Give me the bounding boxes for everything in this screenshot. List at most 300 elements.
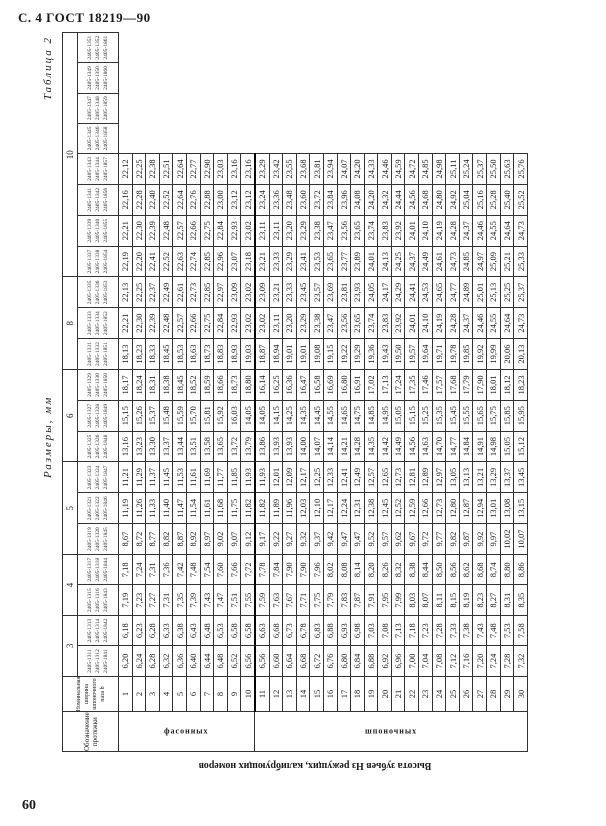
table-row [459,33,473,752]
width-cell: 29 [500,676,514,712]
value-cell: 20,13 [514,339,528,370]
value-cell: 8,56 [446,555,460,585]
value-cell: 11,69 [200,462,214,493]
value-cell: 22,12 [119,154,133,185]
value-cell: 9,72 [419,524,433,555]
value-cell: 24,80 [432,184,446,215]
value-cell: 24,65 [432,277,446,308]
value-cell: 17,35 [405,369,419,400]
value-cell: 14,85 [364,400,378,431]
value-cell: 8,77 [146,524,160,555]
table-row [487,33,501,752]
value-cell: 6,96 [391,646,405,676]
value-cell: 23,41 [296,246,310,277]
value-cell: 7,35 [173,585,187,615]
value-cell: 24,32 [378,184,392,215]
value-cell: 11,68 [214,493,228,524]
value-cell: 18,93 [227,339,241,370]
value-cell: 14,91 [473,431,487,462]
value-cell: 7,18 [119,555,133,585]
broach-code-header: 2405-1311 2405-1312 2405-1841 [78,646,119,676]
value-cell: 6,44 [200,646,214,676]
value-cell: 22,40 [146,184,160,215]
value-cell: 19,03 [241,339,255,370]
value-cell: 23,11 [269,308,283,339]
value-cell: 16,80 [337,369,351,400]
value-cell: 8,19 [459,585,473,615]
value-cell: 23,55 [283,154,297,185]
value-cell: 6,58 [227,615,241,645]
value-cell: 12,66 [419,493,433,524]
value-cell: 25,28 [487,184,501,215]
value-cell: 15,75 [487,400,501,431]
value-cell: 10,02 [500,524,514,555]
table-row [391,33,405,752]
value-cell: 7,47 [214,585,228,615]
value-cell: 6,58 [241,615,255,645]
value-cell: 24,28 [446,215,460,246]
value-cell: 11,96 [283,493,297,524]
value-cell: 18,23 [132,339,146,370]
value-cell: 24,25 [391,246,405,277]
page-number: 60 [22,798,36,813]
value-cell: 22,16 [119,184,133,215]
value-cell: 6,83 [310,615,324,645]
value-cell: 7,75 [310,585,324,615]
value-cell: 22,25 [132,277,146,308]
value-cell: 23,09 [255,277,269,308]
value-cell: 9,37 [310,524,324,555]
value-cell: 22,41 [146,246,160,277]
value-cell: 14,56 [405,431,419,462]
value-cell: 23,42 [269,154,283,185]
broach-code-header: 2405-1325 2405-1326 2405-1848 [78,431,119,462]
value-cell: 16,91 [351,369,365,400]
value-cell: 9,07 [227,524,241,555]
value-cell: 12,31 [351,493,365,524]
value-cell: 22,52 [159,184,173,215]
value-cell: 6,80 [337,646,351,676]
size-group-header: 8 [63,277,78,370]
value-cell: 23,65 [351,308,365,339]
value-cell: 14,77 [446,431,460,462]
value-cell: 6,18 [119,615,133,645]
width-cell: 26 [459,676,473,712]
value-cell: 25,25 [500,277,514,308]
broach-code-header: 2405-1335 2405-1336 2405-1853 [78,277,119,308]
value-cell: 16,58 [310,369,324,400]
value-cell: 18,38 [159,369,173,400]
table-row [310,33,324,752]
width-cell: 14 [296,676,310,712]
value-cell: 8,80 [500,555,514,585]
value-cell: 14,28 [351,431,365,462]
value-cell: 13,58 [200,431,214,462]
table-row [283,33,297,752]
value-cell: 18,83 [214,339,228,370]
width-cell: 17 [337,676,351,712]
value-cell: 24,37 [459,308,473,339]
broach-code-header: 2405-1327 2405-1328 2405-1849 [78,400,119,431]
value-cell: 8,26 [378,555,392,585]
value-cell: 23,77 [337,246,351,277]
value-cell: 6,40 [186,646,200,676]
table-row [173,33,187,752]
value-cell: 18,63 [186,339,200,370]
value-cell: 22,19 [119,246,133,277]
value-cell: 7,23 [419,615,433,645]
table-row [432,33,446,752]
value-cell: 14,00 [296,431,310,462]
value-cell: 22,39 [146,215,160,246]
value-cell: 23,16 [227,154,241,185]
value-cell: 11,89 [269,493,283,524]
value-cell: 23,18 [241,246,255,277]
value-cell: 8,31 [500,585,514,615]
value-cell: 7,53 [500,615,514,645]
value-cell: 24,13 [378,246,392,277]
value-cell: 22,90 [200,154,214,185]
value-cell: 24,73 [446,246,460,277]
value-cell: 24,28 [446,308,460,339]
value-cell: 24,92 [446,184,460,215]
size-group-header: 4 [63,555,78,616]
value-cell: 24,17 [378,277,392,308]
value-cell: 7,72 [241,555,255,585]
value-cell: 13,21 [473,462,487,493]
table-row [255,33,269,752]
value-cell: 23,11 [255,215,269,246]
value-cell: 8,74 [487,555,501,585]
value-cell: 24,85 [419,154,433,185]
value-cell: 23,24 [255,184,269,215]
size-group-header: 5 [63,462,78,555]
value-cell: 23,36 [269,184,283,215]
value-cell: 23,45 [296,277,310,308]
value-cell: 19,29 [351,339,365,370]
value-cell: 24,73 [514,308,528,339]
broach-code-header: 2405-1317 2405-1318 2405-1844 [78,555,119,585]
profile-label: шпоночных [255,712,527,752]
value-cell: 14,21 [337,431,351,462]
value-cell: 22,85 [200,277,214,308]
value-cell: 14,70 [432,431,446,462]
value-cell: 16,14 [255,369,269,400]
value-cell: 7,08 [378,615,392,645]
value-cell: 23,02 [255,308,269,339]
width-cell: 18 [351,676,365,712]
value-cell: 23,57 [310,277,324,308]
value-cell: 12,10 [310,493,324,524]
value-cell: 14,98 [487,431,501,462]
table-row [378,33,392,752]
table-caption: Таблица 2 [42,36,54,101]
value-cell: 8,07 [419,585,433,615]
value-cell: 24,72 [405,154,419,185]
value-cell: 16,47 [296,369,310,400]
value-cell: 23,11 [269,215,283,246]
value-cell: 6,56 [255,646,269,676]
value-cell: 9,92 [473,524,487,555]
value-cell: 22,77 [186,154,200,185]
value-cell: 25,76 [514,154,528,185]
value-cell: 11,93 [241,462,255,493]
value-cell: 24,61 [432,246,446,277]
value-cell: 23,33 [283,277,297,308]
value-cell: 23,29 [296,215,310,246]
table-row [500,33,514,752]
size-group-header: 6 [63,369,78,462]
value-cell: 7,33 [446,615,460,645]
value-cell: 13,37 [500,462,514,493]
value-cell: 9,42 [323,524,337,555]
value-cell: 23,84 [323,184,337,215]
value-cell: 13,30 [146,431,160,462]
value-cell: 22,20 [132,246,146,277]
value-cell: 11,82 [241,493,255,524]
value-cell: 8,82 [159,524,173,555]
value-cell: 11,82 [255,493,269,524]
value-cell: 17,57 [432,369,446,400]
value-cell: 24,44 [391,184,405,215]
value-cell: 13,37 [159,431,173,462]
value-cell: 23,03 [214,154,228,185]
size-group-header: 3 [63,615,78,676]
value-cell: 13,45 [514,462,528,493]
value-cell: 6,73 [283,615,297,645]
value-cell: 15,48 [159,400,173,431]
value-cell: 12,57 [364,462,378,493]
value-cell: 7,27 [146,585,160,615]
value-cell: 13,15 [514,493,528,524]
value-cell: 12,09 [283,462,297,493]
value-cell: 11,93 [255,462,269,493]
value-cell: 24,64 [500,308,514,339]
value-cell: 25,33 [514,246,528,277]
value-cell: 7,03 [364,615,378,645]
value-cell: 6,56 [241,646,255,676]
value-cell: 23,21 [269,277,283,308]
value-cell: 7,38 [459,615,473,645]
value-cell: 24,59 [391,154,405,185]
value-cell: 23,74 [364,308,378,339]
value-cell: 6,98 [351,615,365,645]
width-cell: 6 [186,676,200,712]
value-cell: 12,73 [432,493,446,524]
value-cell: 7,59 [255,585,269,615]
value-cell: 7,04 [419,646,433,676]
value-cell: 18,59 [200,369,214,400]
value-cell: 11,85 [227,462,241,493]
width-cell: 27 [473,676,487,712]
table-row [146,33,160,752]
value-cell: 7,48 [186,555,200,585]
value-cell: 23,92 [391,308,405,339]
value-cell: 23,38 [310,308,324,339]
value-cell: 9,52 [364,524,378,555]
value-cell: 7,32 [514,646,528,676]
value-cell: 15,25 [419,400,433,431]
value-cell: 23,02 [241,277,255,308]
value-cell: 22,38 [146,154,160,185]
value-cell: 7,08 [432,646,446,676]
value-cell: 15,45 [446,400,460,431]
value-cell: 24,20 [364,184,378,215]
value-cell: 19,22 [337,339,351,370]
value-cell: 8,67 [119,524,133,555]
value-cell: 23,20 [283,308,297,339]
value-cell: 15,59 [173,400,187,431]
value-cell: 22,75 [200,308,214,339]
value-cell: 8,38 [405,555,419,585]
table-row [351,33,365,752]
value-cell: 6,63 [255,615,269,645]
value-cell: 25,37 [514,277,528,308]
value-cell: 23,20 [283,215,297,246]
value-cell: 11,61 [200,493,214,524]
value-cell: 23,56 [337,215,351,246]
value-cell: 7,96 [310,555,324,585]
value-cell: 6,88 [364,646,378,676]
value-cell: 7,83 [337,585,351,615]
value-cell: 23,38 [310,215,324,246]
value-cell: 22,61 [173,277,187,308]
value-cell: 6,24 [132,646,146,676]
value-cell: 25,24 [459,154,473,185]
value-cell: 6,92 [378,646,392,676]
value-cell: 14,84 [459,431,473,462]
value-cell: 6,28 [146,615,160,645]
value-cell: 24,20 [351,154,365,185]
width-cell: 12 [269,676,283,712]
value-cell: 23,21 [255,246,269,277]
value-cell: 7,39 [186,585,200,615]
value-cell: 6,60 [269,646,283,676]
value-cell: 6,68 [269,615,283,645]
value-cell: 23,65 [323,246,337,277]
value-cell: 7,90 [296,555,310,585]
value-cell: 14,45 [310,400,324,431]
value-cell: 25,13 [487,277,501,308]
value-cell: 22,88 [200,184,214,215]
value-cell: 18,13 [119,339,133,370]
value-cell: 7,63 [269,585,283,615]
value-cell: 19,92 [473,339,487,370]
width-cell: 24 [432,676,446,712]
header-width: Номинальная ширина шпоночного паза b [63,676,119,712]
value-cell: 14,25 [283,400,297,431]
value-cell: 23,74 [364,215,378,246]
value-cell: 12,24 [337,493,351,524]
value-cell: 14,14 [323,431,337,462]
value-cell: 12,03 [296,493,310,524]
value-cell: 12,49 [351,462,365,493]
value-cell: 24,55 [487,215,501,246]
table-row [159,33,173,752]
value-cell: 19,64 [419,339,433,370]
value-cell: 8,27 [487,585,501,615]
value-cell: 17,79 [459,369,473,400]
table-row [405,33,419,752]
value-cell: 13,01 [487,493,501,524]
side-title: Высота зубьев Hз режущих, калибрующих номеров [198,760,432,771]
value-cell: 12,41 [337,462,351,493]
value-cell: 19,01 [283,339,297,370]
broach-code-header: 2405-1343 2405-1344 2405-1857 [78,154,119,185]
value-cell: 7,12 [446,646,460,676]
value-cell: 8,02 [323,555,337,585]
value-cell: 7,84 [269,555,283,585]
broach-code-header: 2405-1323 2405-1324 2405-1847 [78,462,119,493]
value-cell: 24,37 [405,246,419,277]
table-row [446,33,460,752]
value-cell: 8,44 [419,555,433,585]
value-cell: 8,97 [200,524,214,555]
broach-code-header: 2405-1351 2405-1352 2405-1861 [78,33,119,63]
value-cell: 7,91 [364,585,378,615]
value-cell: 23,72 [310,184,324,215]
value-cell: 25,09 [487,246,501,277]
value-cell: 6,78 [296,615,310,645]
value-cell: 7,90 [283,555,297,585]
value-cell: 8,92 [186,524,200,555]
value-cell: 7,00 [405,646,419,676]
table-row [514,33,528,752]
value-cell: 22,28 [132,184,146,215]
value-cell: 22,75 [200,215,214,246]
width-cell: 2 [132,676,146,712]
value-cell: 13,29 [487,462,501,493]
value-cell: 7,95 [378,585,392,615]
value-cell: 24,46 [473,215,487,246]
value-cell: 13,44 [173,431,187,462]
value-cell: 22,93 [227,308,241,339]
width-cell: 21 [391,676,405,712]
value-cell: 24,07 [337,154,351,185]
value-cell: 23,89 [351,246,365,277]
width-cell: 30 [514,676,528,712]
value-cell: 12,65 [378,462,392,493]
value-cell: 11,33 [146,493,160,524]
value-cell: 15,12 [514,431,528,462]
table-row [241,33,255,752]
value-cell: 12,80 [446,493,460,524]
value-cell: 15,15 [119,400,133,431]
value-cell: 9,22 [269,524,283,555]
value-cell: 13,08 [500,493,514,524]
value-cell: 22,13 [119,277,133,308]
value-cell: 17,90 [473,369,487,400]
value-cell: 8,14 [351,555,365,585]
value-cell: 11,26 [132,493,146,524]
value-cell: 6,33 [159,615,173,645]
width-cell: 4 [159,676,173,712]
value-cell: 22,64 [173,184,187,215]
value-cell: 14,65 [337,400,351,431]
value-cell: 15,37 [146,400,160,431]
value-cell: 11,61 [186,462,200,493]
size-group-header: 10 [63,33,78,277]
value-cell: 25,50 [487,154,501,185]
value-cell: 17,68 [446,369,460,400]
value-cell: 23,48 [283,184,297,215]
table-row [296,33,310,752]
table-row [132,33,146,752]
table-row [473,33,487,752]
value-cell: 11,19 [119,493,133,524]
value-cell: 7,87 [351,585,365,615]
value-cell: 14,75 [351,400,365,431]
